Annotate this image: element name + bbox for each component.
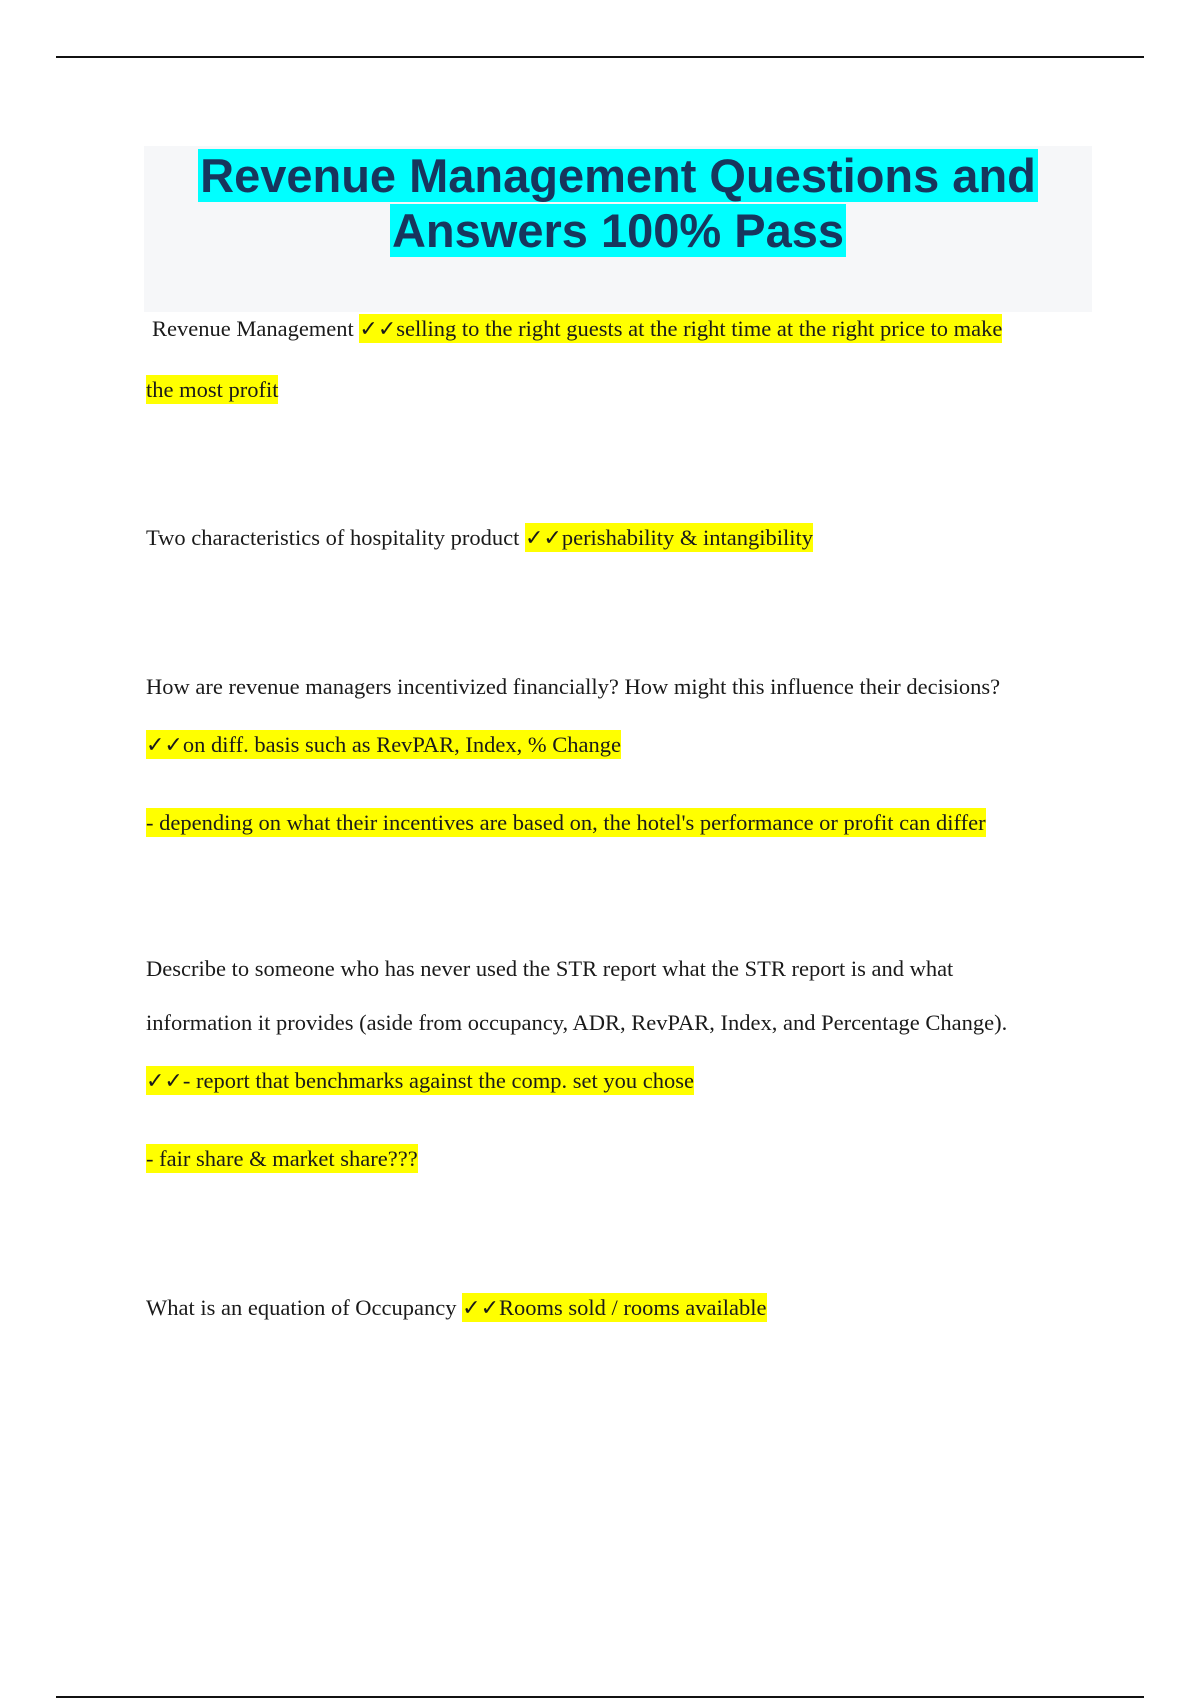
qa-item-revenue-management xyxy=(146,314,1086,405)
check-mark-icon: ✓✓ xyxy=(524,526,562,551)
question-text: How are revenue managers incentivized financially? How might this influence their decisions? xyxy=(146,674,1001,699)
question-text: What is an equation of Occupancy xyxy=(146,1295,457,1320)
answer-text-continued: the most profit xyxy=(146,377,279,402)
check-mark-icon: ✓✓ xyxy=(462,1296,500,1321)
qa-item-occupancy-equation xyxy=(146,1293,1086,1324)
answer-text-continued: - depending on what their incentives are based on, the hotel's performance or profit can differ xyxy=(146,810,986,835)
check-mark-icon: ✓✓ xyxy=(146,1069,183,1094)
qa-item-str-report xyxy=(146,954,1086,1174)
answer-text: selling to the right guests at the right time at the right price to make xyxy=(396,316,1003,341)
answer-text: - report that benchmarks against the comp. set you chose xyxy=(182,1068,694,1093)
title-block xyxy=(144,146,1092,312)
title-line-1: Revenue Management Questions and xyxy=(200,149,1036,202)
document-title xyxy=(144,148,1092,258)
question-text: Describe to someone who has never used the STR report what the STR report is and what xyxy=(146,956,954,981)
answer-text: Rooms sold / rooms available xyxy=(499,1295,767,1320)
header-rule xyxy=(56,56,1144,58)
title-line-2: Answers 100% Pass xyxy=(391,204,844,257)
answer-text-continued: - fair share & market share??? xyxy=(146,1146,418,1171)
qa-item-revenue-manager-incentives xyxy=(146,672,1086,838)
question-text: Revenue Management xyxy=(152,316,354,341)
check-mark-icon: ✓✓ xyxy=(359,317,397,342)
footer-rule xyxy=(56,1696,1144,1698)
check-mark-icon: ✓✓ xyxy=(146,733,183,758)
question-text-continued: information it provides (aside from occupancy, ADR, RevPAR, Index, and Percentage Change). xyxy=(146,1010,1008,1035)
answer-text: perishability & intangibility xyxy=(561,525,814,550)
question-text: Two characteristics of hospitality product xyxy=(146,525,520,550)
qa-item-hospitality-characteristics xyxy=(146,523,1086,554)
answer-text: on diff. basis such as RevPAR, Index, % Change xyxy=(182,732,621,757)
